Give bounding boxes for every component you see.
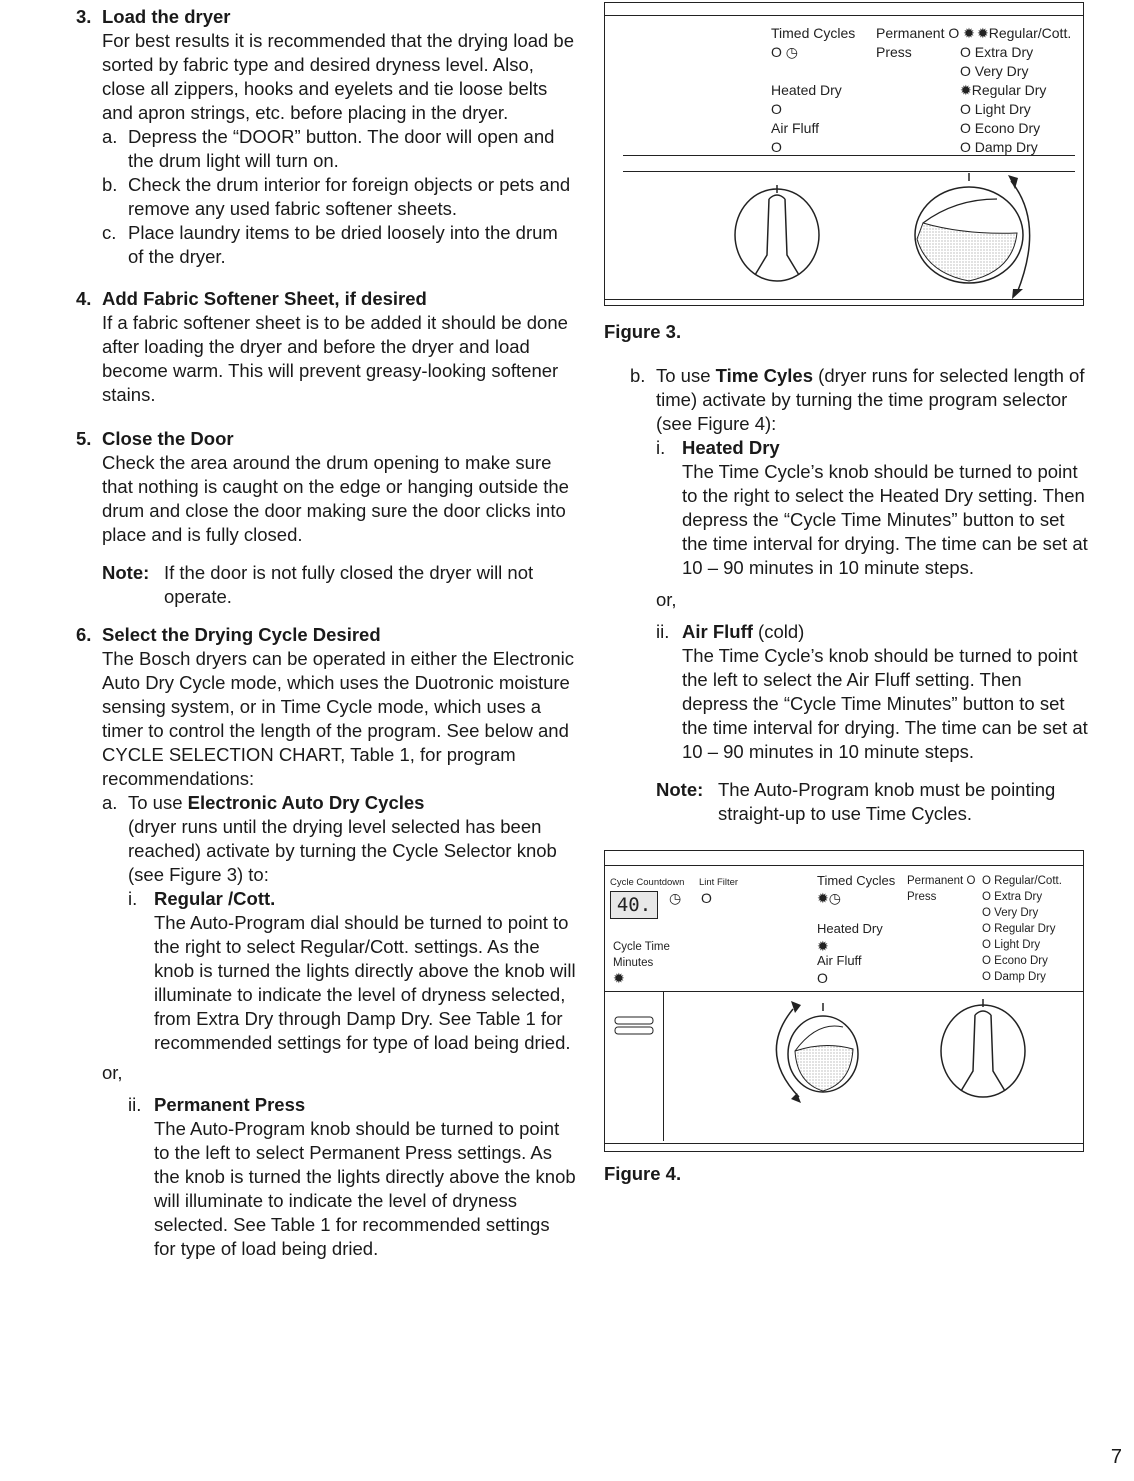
timed-cycles-indicators: O ◷ <box>771 44 798 60</box>
section-title: Load the dryer <box>102 6 231 27</box>
permanent-active-indicator: ✹ <box>963 25 975 41</box>
item-text-pre: To use <box>128 792 188 813</box>
heated-dry-indicator: O <box>771 101 782 117</box>
section-number: 5. <box>76 428 92 449</box>
heated-dry-indicator: ✹ <box>817 938 829 954</box>
option-label: Light Dry <box>974 101 1031 117</box>
air-fluff-label: Air Fluff <box>771 120 819 136</box>
air-fluff-indicator: O <box>771 139 782 155</box>
timed-cycles-label: Timed Cycles <box>771 25 856 41</box>
option-label: Econo Dry <box>994 955 1048 967</box>
item-text-pre: To use <box>656 365 716 386</box>
option-indicator: O <box>960 63 971 79</box>
item-text: Place laundry items to be dried loosely into the drum of the dryer. <box>128 222 558 267</box>
sub-item-title: Heated Dry <box>682 437 780 458</box>
option-indicator: O <box>982 907 991 919</box>
note-label: Note: <box>102 562 150 583</box>
heated-dry-label: Heated Dry <box>771 82 842 98</box>
sub-item-label: ii. <box>656 621 670 642</box>
or-text: or, <box>656 589 677 610</box>
sub-item <box>128 1093 576 1261</box>
lint-filter-handle-icon <box>615 1017 653 1034</box>
or-text: or, <box>102 1062 123 1083</box>
sub-item-label: i. <box>656 437 666 458</box>
permanent-indicator: O <box>966 875 976 887</box>
section-close-door <box>76 427 576 547</box>
item-label: b. <box>102 174 118 195</box>
time-program-knob <box>776 1001 858 1103</box>
clock-indicator: ◷ <box>669 890 682 906</box>
cycle-time-label: Cycle Time <box>613 941 670 953</box>
option-label: Very Dry <box>974 63 1029 79</box>
sub-item-title: Regular /Cott. <box>154 888 276 909</box>
option-indicator: O <box>960 139 971 155</box>
countdown-display: 40. <box>610 891 658 919</box>
section-number: 6. <box>76 624 92 645</box>
sub-item <box>128 887 576 1055</box>
note-time-cycles <box>656 778 1090 826</box>
list-item <box>630 364 1090 764</box>
list-item <box>102 173 576 221</box>
sub-item-title: Permanent Press <box>154 1094 306 1115</box>
option-indicator: ✹ <box>977 25 989 41</box>
permanent-text: Permanent <box>876 25 945 41</box>
sub-item-label: ii. <box>128 1094 142 1115</box>
option-indicator: O <box>982 923 991 935</box>
section-fabric-softener <box>76 287 576 407</box>
sub-item-text: The Time Cycle’s knob should be turned to point to the right to select the Heated Dry setting. Then depress the “Cycle Time Minutes” button to set the time interval for drying. The time can be set at 10 – 90 minutes in 10 minute steps. <box>682 461 1088 578</box>
sub-item-text: The Auto-Program knob should be turned to point to the left to select Permanent Press settings. As the knob is turned the lights directly above the knob will illuminate to indicate the level of dryness selected. See Table 1 for recommended settings for type of load being dried. <box>154 1118 576 1259</box>
option-label: Extra Dry <box>974 44 1034 60</box>
figure-4-knobs <box>605 851 1083 1151</box>
option-indicator: O <box>982 939 991 951</box>
lint-filter-label: Lint Filter <box>699 877 739 888</box>
time-program-knob <box>735 185 819 281</box>
sub-item <box>656 436 1090 580</box>
option-indicator: O <box>982 875 991 887</box>
list-item <box>102 125 576 173</box>
auto-program-knob <box>915 173 1030 299</box>
timed-cycles-label: Timed Cycles <box>817 873 896 888</box>
section-text: Check the area around the drum opening to make sure that nothing is caught on the edge or hanging outside the drum and close the door making sure the door clicks into place and is fully closed. <box>102 452 569 545</box>
cycle-time-button[interactable]: ✹ <box>613 970 625 986</box>
section-text: For best results it is recommended that the drying load be sorted by fabric type and desired dryness level. Also, close all zippers, hooks and eyelets and tie loose belts and apron strings, etc. before placing in the dryer. <box>102 30 574 123</box>
item-bold: Time Cyles <box>715 365 814 386</box>
option-indicator: O <box>982 955 991 967</box>
item-label: a. <box>102 126 118 147</box>
list-item <box>102 221 576 269</box>
sub-item-label: i. <box>128 888 138 909</box>
air-fluff-indicator: O <box>817 970 828 986</box>
section-number: 3. <box>76 6 92 27</box>
option-label: Econo Dry <box>974 120 1041 136</box>
option-indicator: O <box>960 44 971 60</box>
figure-3-caption: Figure 3. <box>604 321 682 342</box>
figure-3-control-panel <box>604 2 1084 306</box>
section-time-cycles <box>630 364 1090 826</box>
note-label: Note: <box>656 779 704 800</box>
option-indicator: O <box>960 101 971 117</box>
item-label: a. <box>102 792 118 813</box>
option-label: Damp Dry <box>974 139 1038 155</box>
sub-item-text: The Auto-Program dial should be turned to point to the right to select Regular/Cott. settings. As the knob is turned the lights directly above the knob will illuminate to indicate the level of dryness selected, from Extra Dry through Damp Dry. See Table 1 for recommended settings for type of load being dried. <box>154 912 576 1053</box>
section-number: 4. <box>76 288 92 309</box>
item-text: (dryer runs for selected length of time) activate by turning the time program selector (see Figure 4): <box>656 365 1085 434</box>
page-number: 7 <box>1110 1446 1122 1468</box>
item-label: b. <box>630 365 646 386</box>
sub-item <box>656 620 1090 764</box>
minutes-label: Minutes <box>613 957 654 969</box>
section-drying-cycle <box>76 623 576 1261</box>
option-label: Extra Dry <box>994 891 1043 903</box>
option-label: Regular/Cott. <box>988 25 1072 41</box>
option-indicator: O <box>982 971 991 983</box>
note-text: The Auto-Program knob must be pointing straight-up to use Time Cycles. <box>718 779 1056 824</box>
option-label: Regular Dry <box>994 923 1056 935</box>
item-text: (dryer runs until the drying level selected has been reached) activate by turning the Cycle Selector knob (see Figure 3) to: <box>128 816 557 885</box>
heated-dry-label: Heated Dry <box>817 921 883 936</box>
list-item <box>102 791 576 1055</box>
option-label: Regular/Cott. <box>994 875 1062 887</box>
option-indicator: ✹ <box>960 82 972 98</box>
item-label: c. <box>102 222 117 243</box>
option-label: Light Dry <box>994 939 1041 951</box>
option-indicator: O <box>960 120 971 136</box>
section-load-dryer <box>76 5 576 269</box>
option-label: Very Dry <box>994 907 1039 919</box>
timed-cycles-indicators: ✹◷ <box>817 890 841 906</box>
section-title: Select the Drying Cycle Desired <box>102 624 381 645</box>
right-column <box>604 2 1090 1186</box>
press-label: Press <box>907 891 937 903</box>
item-bold: Electronic Auto Dry Cycles <box>187 792 425 813</box>
item-text: Check the drum interior for foreign objects or pets and remove any used fabric softener sheets. <box>128 174 571 219</box>
section-text: If a fabric softener sheet is to be added it should be done after loading the dryer and before the dryer and load become warm. This will prevent greasy-looking softener stains. <box>102 312 568 405</box>
option-label: Regular Dry <box>971 82 1047 98</box>
sub-item-text: The Time Cycle’s knob should be turned to point the left to select the Air Fluff setting. Then depress the “Cycle Time Minutes” button to set the time interval for drying. The time can be set at 10 – 90 minutes in 10 minute steps. <box>682 645 1088 762</box>
figure-4-control-panel <box>604 850 1084 1152</box>
figure-4-caption: Figure 4. <box>604 1163 682 1184</box>
section-title: Close the Door <box>102 428 234 449</box>
note-door <box>102 561 576 609</box>
sub-item-title: Air Fluff <box>682 621 753 642</box>
option-label: Damp Dry <box>994 971 1046 983</box>
figure-3-knobs <box>605 3 1083 305</box>
press-label: Press <box>876 44 912 60</box>
sub-item-suffix: (cold) <box>752 621 805 642</box>
permanent-indicator: O <box>948 25 960 41</box>
note-text: If the door is not fully closed the dryer will not operate. <box>164 562 534 607</box>
lint-filter-indicator: O <box>701 890 712 906</box>
air-fluff-label: Air Fluff <box>817 953 862 968</box>
permanent-text: Permanent <box>907 875 964 887</box>
auto-program-knob <box>941 999 1025 1097</box>
item-text: Depress the “DOOR” button. The door will open and the drum light will turn on. <box>128 126 555 171</box>
cycle-countdown-label: Cycle Countdown <box>610 877 685 888</box>
section-title: Add Fabric Softener Sheet, if desired <box>102 288 427 309</box>
left-column <box>76 5 576 1261</box>
section-text: The Bosch dryers can be operated in either the Electronic Auto Dry Cycle mode, which uses the Duotronic moisture sensing system, or in Time Cycle mode, which uses a timer to control the length of the program. See below and CYCLE SELECTION CHART, Table 1, for program recommendations: <box>102 648 575 789</box>
option-indicator: O <box>982 891 991 903</box>
